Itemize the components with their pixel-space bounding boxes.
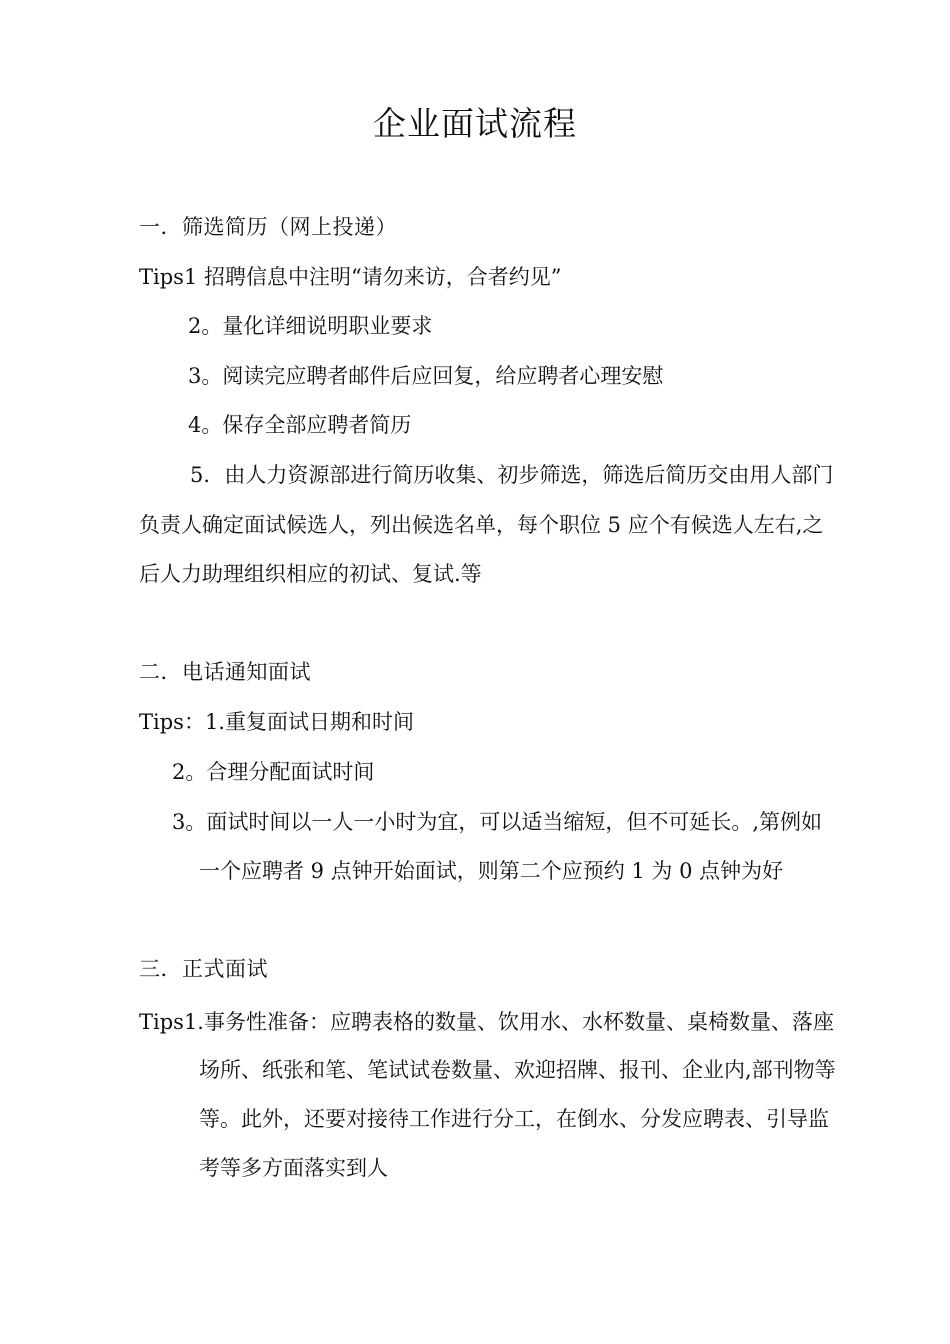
section-2-line-1: Tips：1.重复面试日期和时间	[139, 710, 414, 734]
section-1-line-4: 4。保存全部应聘者简历	[188, 413, 412, 437]
section-1-line-2: 2。量化详细说明职业要求	[188, 314, 433, 338]
section-1-line-3: 3。阅读完应聘者邮件后应回复，给应聘者心理安慰	[188, 364, 664, 388]
section-1-line-7: 后人力助理组织相应的初试、复试.等	[139, 562, 482, 586]
document-title: 企业面试流程	[373, 104, 577, 143]
section-2-line-3: 3。面试时间以一人一小时为宜，可以适当缩短，但不可延长。,第例如	[172, 810, 823, 834]
section-3-line-1: Tips1.事务性准备：应聘表格的数量、饮用水、水杯数量、桌椅数量、落座	[139, 1010, 834, 1034]
section-1-line-6: 负责人确定面试候选人，列出候选名单，每个职位 5 应个有候选人左右,之	[139, 513, 824, 537]
section-2-heading: 二．电话通知面试	[139, 660, 311, 684]
section-1-line-5: 5．由人力资源部进行简历收集、初步筛选，筛选后简历交由用人部门	[190, 463, 834, 487]
section-3-heading: 三．正式面试	[139, 957, 268, 981]
section-1-heading: 一．筛选简历（网上投递）	[139, 215, 397, 239]
section-3-line-4: 考等多方面落实到人	[199, 1156, 388, 1180]
section-2-line-4: 一个应聘者 9 点钟开始面试，则第二个应预约 1 为 0 点钟为好	[199, 859, 784, 883]
section-1-line-1: Tips1 招聘信息中注明“请勿来访，合者约见”	[139, 265, 562, 289]
section-3-line-2: 场所、纸张和笔、笔试试卷数量、欢迎招牌、报刊、企业内,部刊物等	[199, 1058, 836, 1082]
section-2-line-2: 2。合理分配面试时间	[172, 760, 375, 784]
section-3-line-3: 等。此外，还要对接待工作进行分工，在倒水、分发应聘表、引导监	[199, 1107, 829, 1131]
